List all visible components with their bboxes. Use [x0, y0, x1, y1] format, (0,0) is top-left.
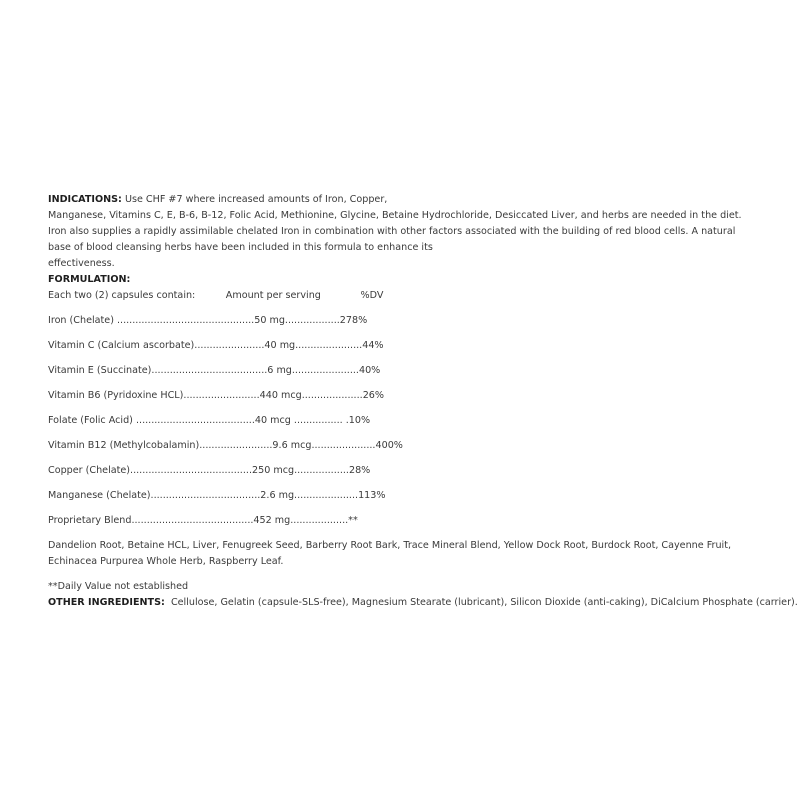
indications-intro: Use CHF #7 where increased amounts of Iron, Copper,: [121, 194, 388, 205]
indications-body: Manganese, Vitamins C, E, B-6, B-12, Folic Acid, Methionine, Glycine, Betaine Hydrochloride, Desiccated Liver, and herbs are needed in the diet. Iron also supplies a rapidly assimilable chelated Iron in combination with other factors associated with the building of red blood cells. A natural base of blood cleansing herbs have been included in this formula to enhance its: [48, 210, 742, 253]
nutrient-list: [48, 313, 754, 529]
nutrient-row-proprietary-blend: Proprietary Blend........................................452 mg...................**: [48, 515, 358, 526]
nutrient-row-vitamin-b6: Vitamin B6 (Pyridoxine HCL).........................440 mcg....................26%: [48, 390, 385, 401]
other-ingredients-label: OTHER INGREDIENTS:: [48, 597, 165, 608]
nutrient-row-copper: Copper (Chelate)........................................250 mcg..................28%: [48, 465, 371, 476]
nutrient-row-iron: Iron (Chelate) .............................................50 mg..................278%: [48, 315, 368, 326]
supplement-facts-document: [48, 192, 798, 611]
formulation-label: FORMULATION:: [48, 274, 131, 285]
nutrient-row-vitamin-c: Vitamin C (Calcium ascorbate).......................40 mg......................44%: [48, 340, 384, 351]
nutrient-row-vitamin-b12: Vitamin B12 (Methylcobalamin)........................9.6 mcg.....................400%: [48, 440, 403, 451]
nutrient-row-folate: Folate (Folic Acid) .......................................40 mcg ................ .10%: [48, 415, 371, 426]
formulation-column-header: Each two (2) capsules contain: Amount per serving %DV: [48, 290, 384, 301]
daily-value-footnote: **Daily Value not established: [48, 581, 189, 592]
nutrient-row-vitamin-e: Vitamin E (Succinate)......................................6 mg......................40%: [48, 365, 381, 376]
other-ingredients-text: Cellulose, Gelatin (capsule-SLS-free), Magnesium Stearate (lubricant), Silicon Dioxide (anti-caking), DiCalcium Phosphate (carrier).: [164, 597, 798, 608]
blend-ingredients: Dandelion Root, Betaine HCL, Liver, Fenugreek Seed, Barberry Root Bark, Trace Mineral Blend, Yellow Dock Root, Burdock Root, Cayenne Fruit, Echinacea Purpurea Whole Herb, Raspberry Leaf.: [48, 540, 732, 567]
nutrient-row-manganese: Manganese (Chelate)....................................2.6 mg.....................113%: [48, 490, 386, 501]
formulation-heading: [48, 272, 754, 288]
other-ingredients-line: [48, 595, 798, 611]
indications-line: [48, 192, 754, 208]
indications-tail: effectiveness.: [48, 258, 115, 269]
indications-label: INDICATIONS:: [48, 194, 122, 205]
